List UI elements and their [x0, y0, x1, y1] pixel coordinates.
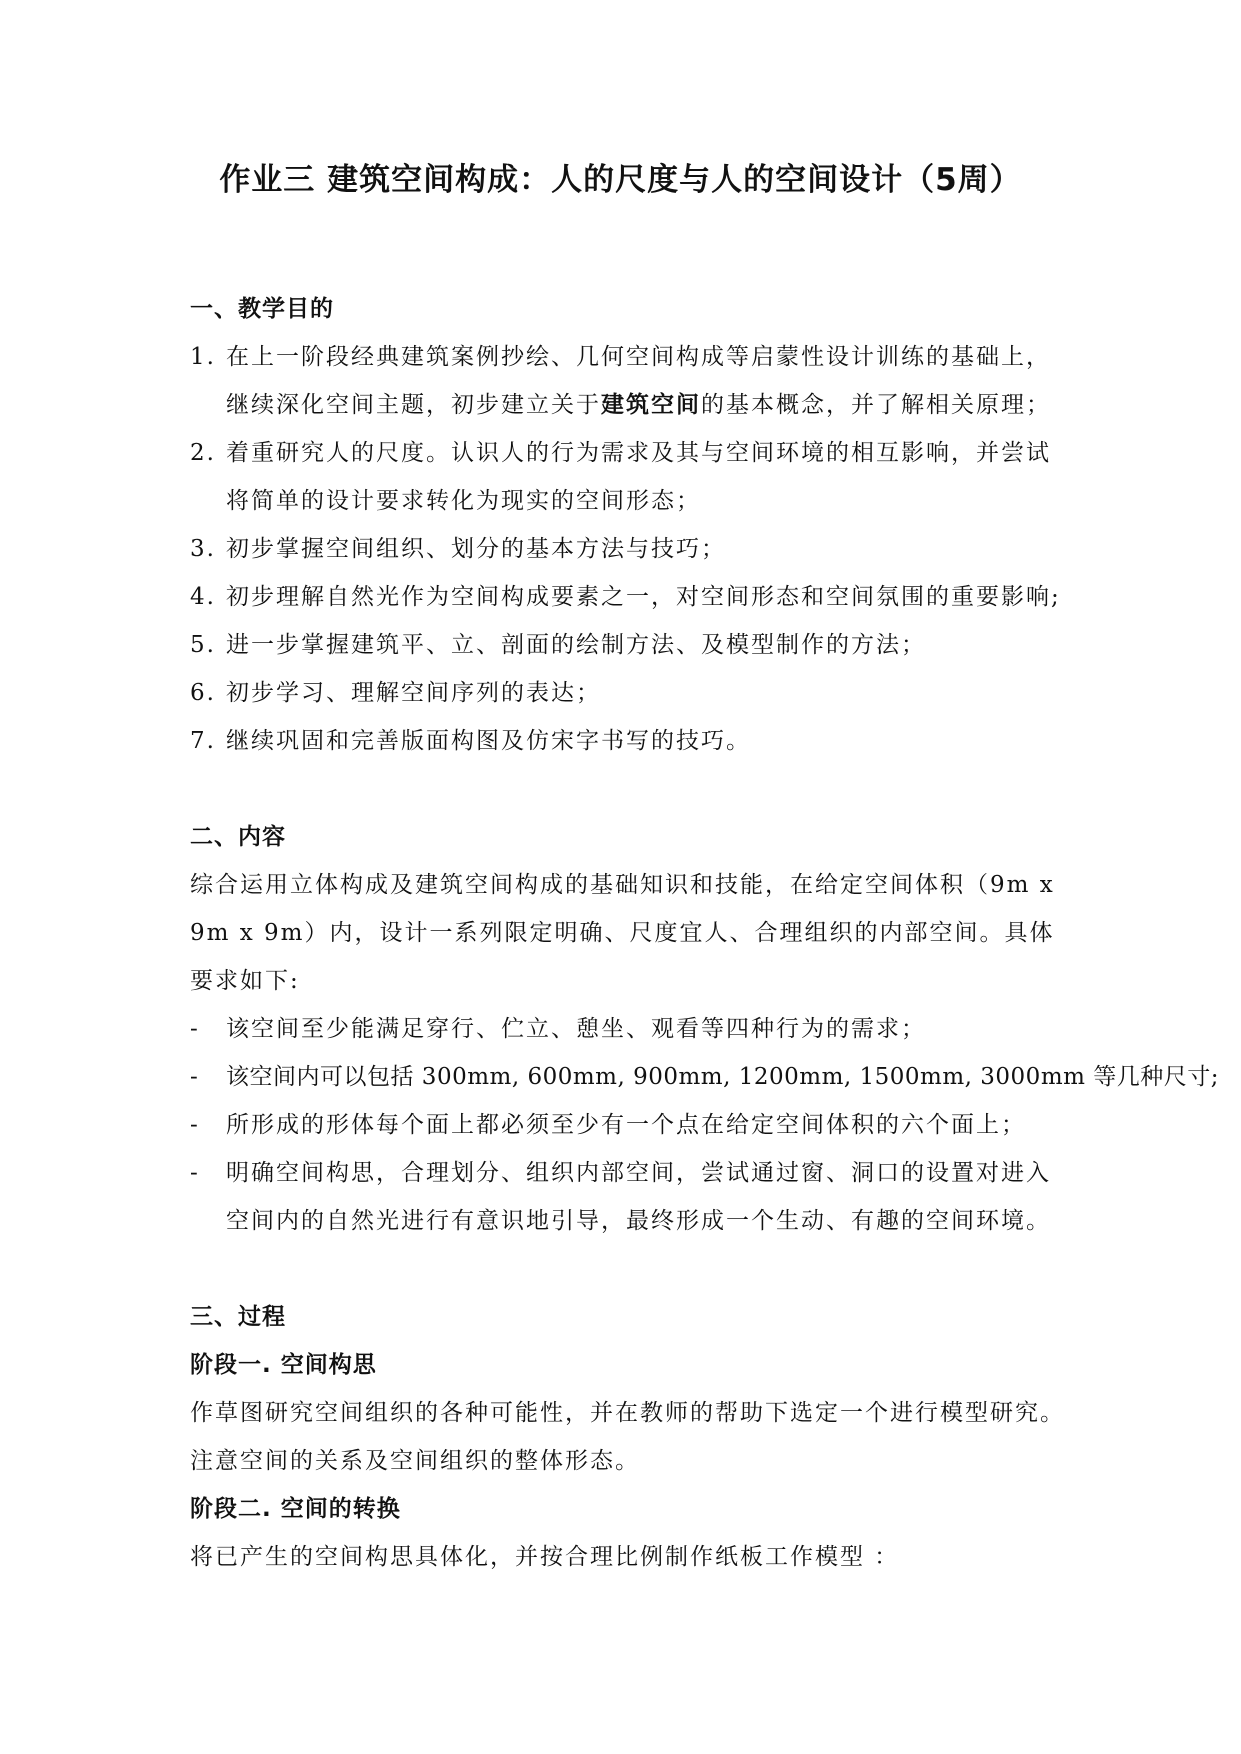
requirement-text: 明确空间构思，合理划分、组织内部空间，尝试通过窗、洞口的设置对进入空间内的自然光进行有意识地引导，最终形成一个生动、有趣的空间环境。 — [226, 1160, 1051, 1234]
goal-text: 进一步掌握建筑平、立、剖面的绘制方法、及模型制作的方法； — [226, 632, 926, 658]
goal-text-part-b: 的基本概念，并了解相关原理； — [701, 392, 1051, 418]
list-number: 3. — [190, 536, 216, 562]
goal-item-4 — [190, 573, 1070, 621]
section-heading-content: 二、内容 — [190, 824, 286, 850]
list-number: 4. — [190, 584, 216, 610]
content-intro: 综合运用立体构成及建筑空间构成的基础知识和技能，在给定空间体积（9m x 9m x 9m）内，设计一系列限定明确、尺度宜人、合理组织的内部空间。具体要求如下: — [190, 872, 1055, 994]
requirement-item-2 — [190, 1053, 1219, 1101]
goal-text-bold: 建筑空间 — [601, 392, 701, 418]
stage-2-heading: 阶段二. 空间的转换 — [190, 1496, 401, 1522]
stage-1-text: 作草图研究空间组织的各种可能性，并在教师的帮助下选定一个进行模型研究。注意空间的关系及空间组织的整体形态。 — [190, 1400, 1065, 1474]
requirement-item-3 — [190, 1101, 1070, 1149]
requirement-text: 所形成的形体每个面上都必须至少有一个点在给定空间体积的六个面上； — [226, 1112, 1026, 1138]
requirement-item-4 — [190, 1149, 1070, 1245]
list-number: 5. — [190, 632, 216, 658]
requirement-text: 该空间内可以包括 300mm, 600mm, 900mm, 1200mm, 1500mm, 3000mm 等几种尺寸; — [226, 1064, 1219, 1090]
goal-item-3 — [190, 525, 1070, 573]
section-heading-teaching-goals: 一、教学目的 — [190, 296, 334, 322]
spacer — [190, 765, 1070, 813]
list-number: 6. — [190, 680, 216, 706]
list-dash: - — [190, 1112, 200, 1138]
goal-text: 初步理解自然光作为空间构成要素之一，对空间形态和空间氛围的重要影响; — [226, 584, 1061, 610]
goal-item-6 — [190, 669, 1070, 717]
section-heading-process: 三、过程 — [190, 1304, 286, 1330]
spacer — [190, 1245, 1070, 1293]
goal-text: 初步学习、理解空间序列的表达； — [226, 680, 601, 706]
list-dash: - — [190, 1016, 200, 1042]
goal-text: 着重研究人的尺度。认识人的行为需求及其与空间环境的相互影响，并尝试将简单的设计要求转化为现实的空间形态； — [226, 440, 1051, 514]
list-dash: - — [190, 1064, 200, 1090]
goal-text: 继续巩固和完善版面构图及仿宋字书写的技巧。 — [226, 728, 751, 754]
requirement-item-1 — [190, 1005, 1070, 1053]
stage-2-text: 将已产生的空间构思具体化，并按合理比例制作纸板工作模型 ： — [190, 1544, 900, 1570]
list-number: 7. — [190, 728, 216, 754]
document-body — [190, 285, 1219, 1581]
list-number: 2. — [190, 440, 216, 466]
goal-item-7 — [190, 717, 1070, 765]
page-title: 作业三 建筑空间构成：人的尺度与人的空间设计（5周） — [219, 162, 1022, 198]
goal-item-1 — [190, 333, 1070, 429]
goal-item-5 — [190, 621, 1070, 669]
stage-1-heading: 阶段一. 空间构思 — [190, 1352, 377, 1378]
goal-item-2 — [190, 429, 1070, 525]
requirement-text: 该空间至少能满足穿行、伫立、憩坐、观看等四种行为的需求； — [226, 1016, 926, 1042]
goal-text-part-a: 在上一阶段经典建筑案例抄绘、几何空间构成等启蒙性设计训练的基础上，继续深化空间主题，初步建立关于 — [226, 344, 1051, 418]
list-number: 1. — [190, 344, 216, 370]
goal-text: 初步掌握空间组织、划分的基本方法与技巧； — [226, 536, 726, 562]
list-dash: - — [190, 1160, 200, 1186]
